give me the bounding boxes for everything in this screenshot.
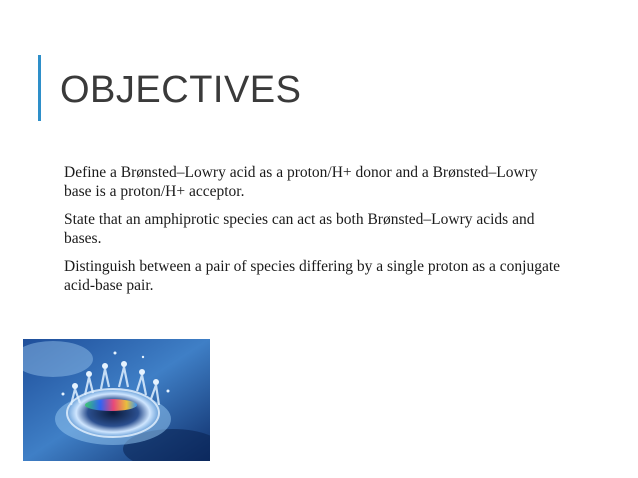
objective-item-3: Distinguish between a pair of species differing by a single proton as a conjugate acid-base pair. — [64, 258, 561, 294]
objectives-list — [64, 163, 564, 304]
water-splash-photo — [23, 339, 210, 461]
slide-title: OBJECTIVES — [60, 69, 302, 111]
title-accent-bar — [38, 55, 41, 121]
objective-item-1: Define a Brønsted–Lowry acid as a proton/H+ donor and a Brønsted–Lowry base is a proton/H+ acceptor. — [64, 164, 538, 200]
water-splash-crown-icon — [23, 339, 210, 461]
objective-item-2: State that an amphiprotic species can act as both Brønsted–Lowry acids and bases. — [64, 211, 535, 247]
